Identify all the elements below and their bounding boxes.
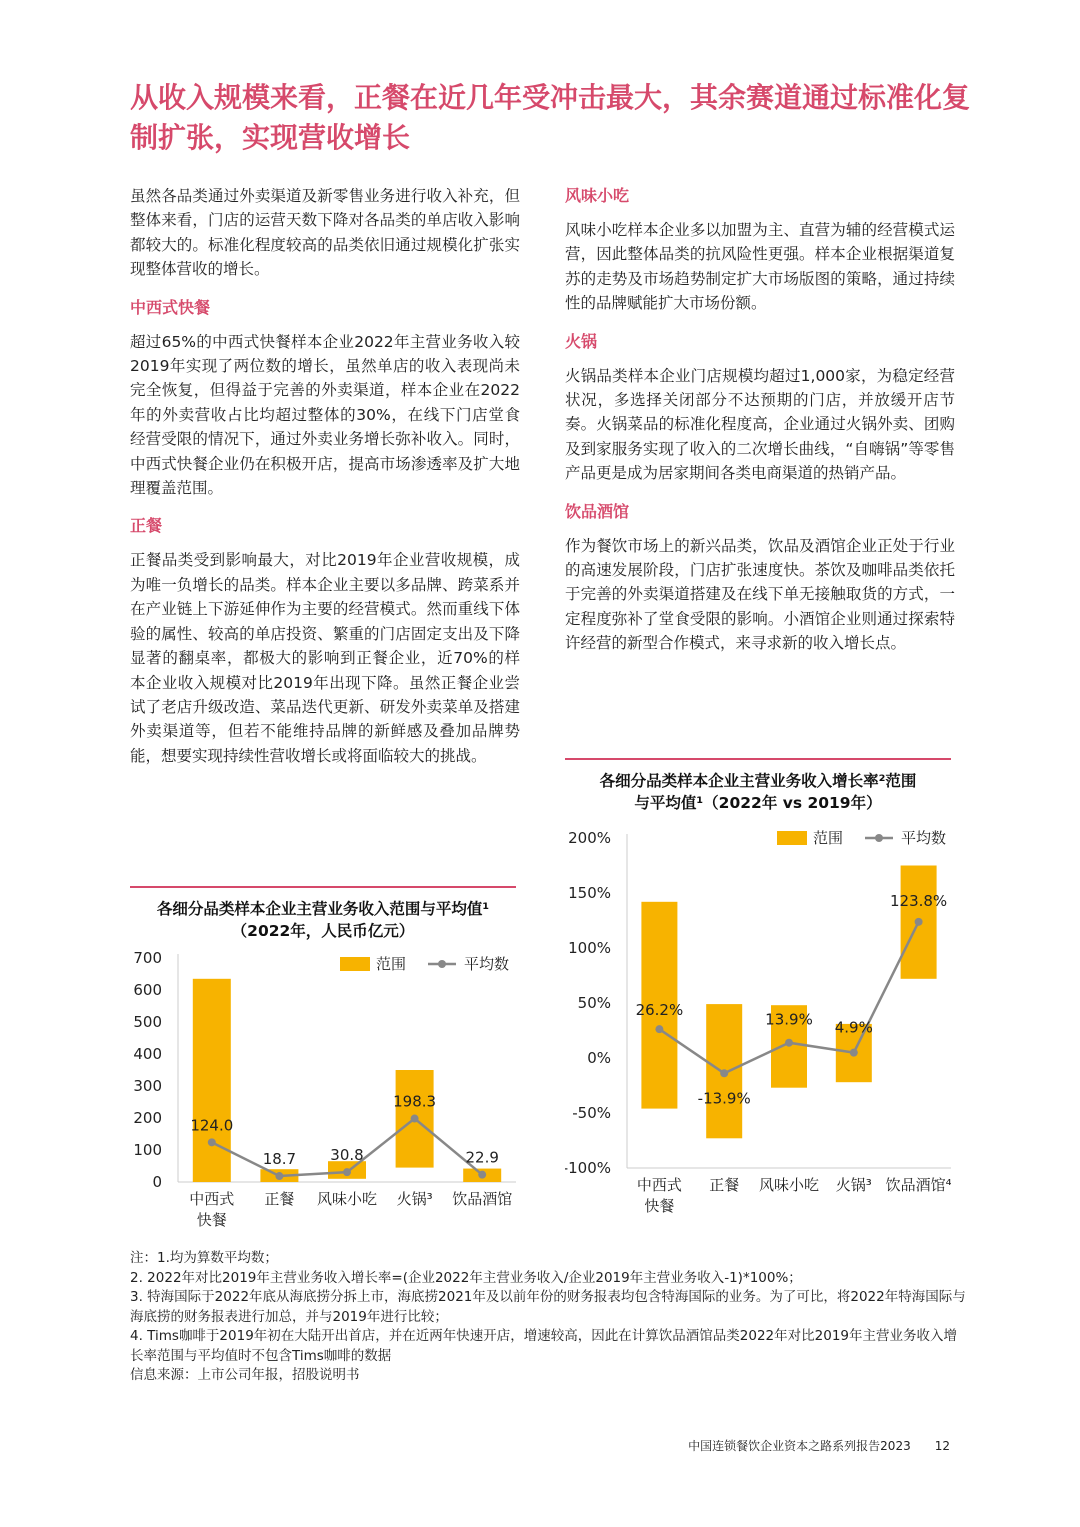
heading-hotpot: 火锅 — [565, 331, 598, 351]
page-footer — [664, 1437, 950, 1454]
y-tick-label: 0 — [152, 1173, 162, 1191]
data-label: 30.8 — [330, 1146, 364, 1165]
legend-range-swatch — [777, 831, 807, 845]
data-label: 13.9% — [765, 1010, 813, 1029]
legend-range-swatch — [340, 957, 370, 971]
data-label: 4.9% — [834, 1018, 873, 1037]
data-label: 22.9 — [465, 1148, 499, 1167]
data-label: 26.2% — [635, 1001, 684, 1020]
average-point — [785, 1039, 793, 1047]
page-title: 从收入规模来看，正餐在近几年受冲击最大，其余赛道通过标准化复制扩张，实现营收增长 — [130, 81, 971, 154]
average-point — [850, 1049, 858, 1057]
footnote: 4. Tims咖啡于2019年初在大陆开出首店，并在近两年快速开店，增速较高，因此在计算饮品酒馆品类2022年对比2019年主营业务收入增长率范围与平均值时不包含Tims咖啡的数据 — [130, 1328, 958, 1364]
chart-title — [130, 898, 516, 942]
y-tick-label: 600 — [133, 981, 162, 999]
y-tick-label: 50% — [577, 994, 611, 1012]
average-point — [915, 918, 923, 926]
x-tick-label: 中西式 — [636, 1176, 682, 1194]
x-tick-label: 饮品酒馆⁴ — [885, 1176, 951, 1194]
legend-average-marker — [438, 960, 446, 968]
chart-title-line2: （2022年，人民币亿元） — [231, 922, 415, 940]
average-point — [343, 1168, 351, 1176]
x-tick-label: 风味小吃 — [316, 1190, 378, 1208]
footnote: 2. 2022年对比2019年主营业务收入增长率=(企业2022年主营业务收入/企业2019年主营业务收入-1)*100%； — [130, 1269, 802, 1286]
snacks-paragraph: 风味小吃样本企业多以加盟为主、直营为辅的经营模式运营，因此整体品类的抗风险性更强。样本企业根据渠道复苏的走势及市场趋势制定扩大市场版图的策略，通过持续性的品牌赋能扩大市场份额。 — [565, 221, 955, 313]
source-note: 信息来源：上市公司年报，招股说明书 — [130, 1367, 360, 1383]
footnote: 3. 特海国际于2022年底从海底捞分拆上市，海底捞2021年及以前年份的财务报表均包含特海国际的业务。为了可比，将2022年特海国际与海底捞的财务报表进行加总，并与2019年进行比较； — [130, 1289, 966, 1325]
footnote: 注：1.均为算数平均数； — [130, 1250, 278, 1266]
y-tick-label: 300 — [133, 1077, 162, 1095]
formal-dining-paragraph: 正餐品类受到影响最大，对比2019年企业营收规模，成为唯一负增长的品类。样本企业主要以多品牌、跨菜系并在产业链上下游延伸作为主要的经营模式。然而重线下体验的属性、较高的单店投资、繁重的门店固定支出及下降显著的翻桌率，都极大的影响到正餐企业，近70%的样本企业收入规模对比2019年出现下降。虽然正餐企业尝试了老店升级改造、菜品迭代更新、研发外卖菜单及搭建外卖渠道等，但若不能维持品牌的新鲜感及叠加品牌势能，想要实现持续性营收增长或将面临较大的挑战。 — [130, 551, 520, 765]
y-tick-label: 0% — [587, 1049, 611, 1067]
revenue-chart-box — [130, 886, 516, 1241]
legend-average-label: 平均数 — [901, 829, 947, 847]
average-point — [411, 1115, 419, 1123]
data-label: -13.9% — [697, 1089, 751, 1108]
left-column — [130, 184, 520, 782]
y-tick-label: 100% — [568, 939, 611, 957]
x-tick-label: 快餐 — [644, 1197, 675, 1215]
chart-rule — [130, 886, 516, 888]
average-point — [275, 1172, 283, 1180]
y-tick-label: -50% — [572, 1104, 611, 1122]
data-label: 124.0 — [190, 1116, 234, 1135]
growth-chart — [565, 814, 951, 1234]
hotpot-paragraph: 火锅品类样本企业门店规模均超过1,000家，为稳定经营状况，多选择关闭部分不达预期的门店，并放缓开店节奏。火锅菜品的标准化程度高，企业通过火锅外卖、团购及到家服务实现了收入的二次增长曲线，“自嗨锅”等零售产品更是成为居家期间各类电商渠道的热销产品。 — [565, 366, 955, 483]
range-bar — [193, 979, 231, 1182]
y-tick-label: 500 — [133, 1013, 162, 1031]
average-point — [478, 1171, 486, 1179]
y-tick-label: 150% — [568, 884, 611, 902]
x-tick-label: 火锅³ — [396, 1190, 433, 1208]
chart-title — [565, 770, 951, 814]
report-name: 中国连锁餐饮企业资本之路系列报告2023 — [688, 1439, 911, 1453]
heading-formal-dining: 正餐 — [130, 516, 163, 536]
drinks-paragraph: 作为餐饮市场上的新兴品类，饮品及酒馆企业正处于行业的高速发展阶段，门店扩张速度快。茶饮及咖啡品类依托于完善的外卖渠道搭建及在线下单无接触取货的方式，一定程度弥补了堂食受限的影响。小酒馆企业则通过探索特许经营的新型合作模式，来寻求新的收入增长点。 — [565, 536, 955, 653]
legend-average-label: 平均数 — [464, 955, 510, 973]
intro-paragraph: 虽然各品类通过外卖渠道及新零售业务进行收入补充，但整体来看，门店的运营天数下降对各品类的单店收入影响都较大的。标准化程度较高的品类依旧通过规模化扩张实现整体营收的增长。 — [130, 187, 520, 279]
x-tick-label: 饮品酒馆 — [452, 1190, 513, 1208]
growth-chart-box — [565, 758, 951, 1238]
heading-snacks: 风味小吃 — [565, 186, 630, 205]
x-tick-label: 正餐 — [264, 1190, 295, 1208]
average-point — [655, 1025, 663, 1033]
y-tick-label: 200% — [568, 829, 611, 847]
x-tick-label: 火锅³ — [835, 1176, 872, 1194]
y-tick-label: 200 — [133, 1109, 162, 1127]
page-number: 12 — [934, 1439, 950, 1453]
average-point — [208, 1138, 216, 1146]
data-label: 198.3 — [393, 1092, 437, 1111]
x-tick-label: 正餐 — [709, 1176, 740, 1194]
data-label: 123.8% — [889, 891, 948, 910]
heading-fast-food: 中西式快餐 — [130, 297, 211, 317]
chart-title-line1: 各细分品类样本企业主营业务收入范围与平均值¹ — [156, 900, 490, 918]
x-tick-label: 风味小吃 — [758, 1176, 820, 1194]
chart-title-line2: 与平均值¹（2022年 vs 2019年） — [634, 794, 882, 812]
right-column — [565, 184, 955, 670]
legend-average-marker — [875, 834, 883, 842]
fast-food-paragraph: 超过65%的中西式快餐样本企业2022年主营业务收入较2019年实现了两位数的增长，虽然单店的收入表现尚未完全恢复，但得益于完善的外卖渠道，样本企业在2022年的外卖营收占比均超过整体的30%，在线下门店堂食经营受限的情况下，通过外卖业务增长弥补收入。同时，中西式快餐企业仍在积极开店，提高市场渗透率及扩大地理覆盖范围。 — [130, 332, 520, 498]
data-label: 18.7 — [262, 1150, 297, 1169]
x-tick-label: 中西式 — [189, 1190, 235, 1208]
y-tick-label: -100% — [565, 1159, 611, 1177]
y-tick-label: 700 — [133, 949, 162, 967]
legend-range-label: 范围 — [376, 955, 407, 973]
y-tick-label: 100 — [133, 1141, 162, 1159]
footnotes — [130, 1249, 970, 1386]
revenue-chart — [130, 942, 516, 1237]
legend-range-label: 范围 — [813, 829, 844, 847]
x-tick-label: 快餐 — [196, 1211, 227, 1229]
chart-rule — [565, 758, 951, 760]
heading-drinks: 饮品酒馆 — [565, 501, 630, 521]
chart-title-line1: 各细分品类样本企业主营业务收入增长率²范围 — [599, 772, 917, 790]
y-tick-label: 400 — [133, 1045, 162, 1063]
average-point — [720, 1069, 728, 1077]
